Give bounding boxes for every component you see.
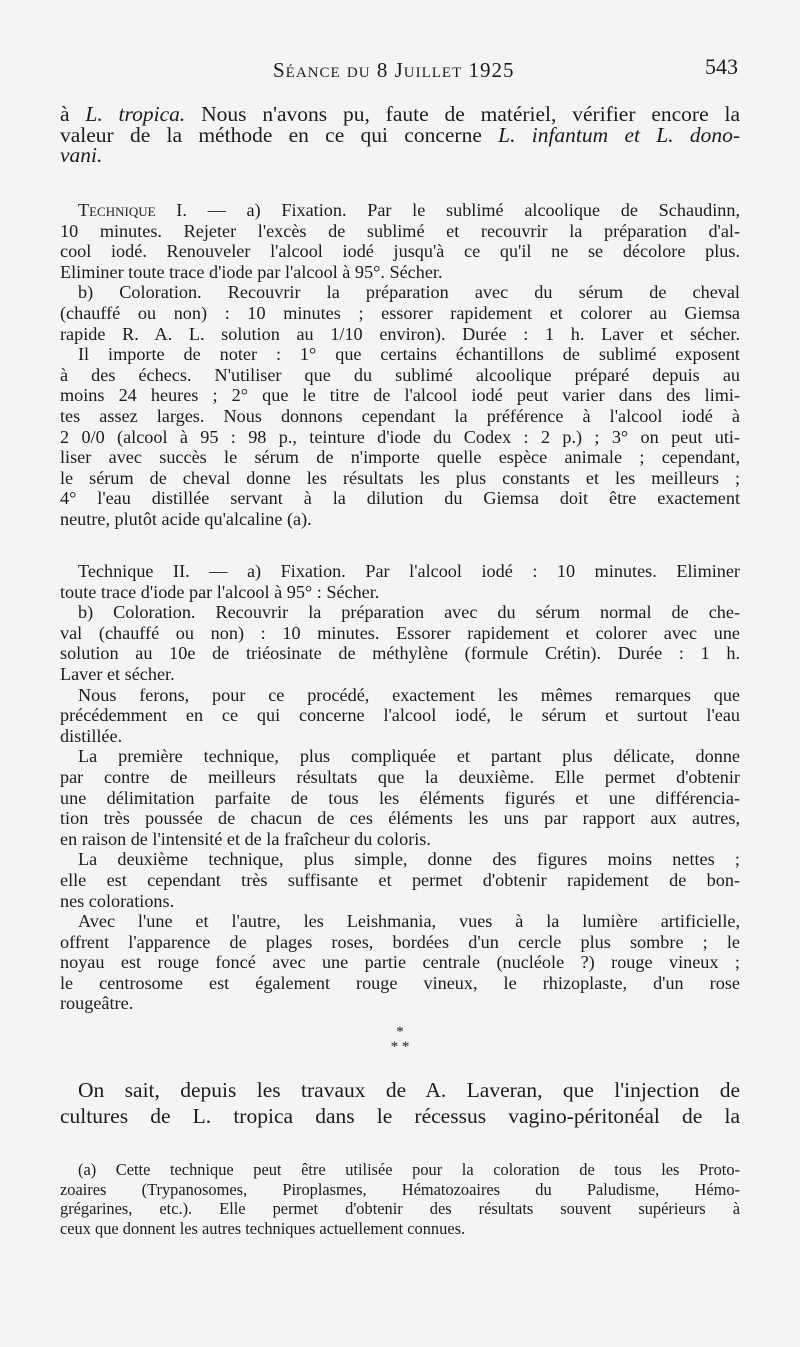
text-line: Nous ferons, pour ce procédé, exactement les mêmes remarques que	[78, 684, 740, 705]
text-line: Il importe de noter : 1° que certains échantillons de sublimé exposent	[78, 344, 740, 365]
text-line: toute trace d'iode par l'alcool à 95° : Sécher.	[60, 581, 380, 602]
text-line: Laver et sécher.	[60, 663, 175, 684]
text-line: cool iodé. Renouveler l'alcool iodé jusqu'à ce qu'il ne se décolore plus.	[60, 241, 740, 262]
text-line: b) Coloration. Recouvrir la préparation avec du sérum normal de che-	[78, 602, 740, 623]
technique-1-section	[60, 200, 740, 530]
text-line: solution au 10e de triéosinate de méthylène (formule Crétin). Durée : 1 h.	[60, 643, 740, 664]
text-line: tes assez larges. Nous donnons cependant la préférence à l'alcool iodé à	[60, 405, 740, 426]
continuation-paragraph	[60, 102, 740, 168]
text-line: rougeâtre.	[60, 993, 134, 1014]
text-line: On sait, depuis les travaux de A. Laveran, que l'injection de	[78, 1078, 740, 1102]
text-line: Technique II. — a) Fixation. Par l'alcool iodé : 10 minutes. Eliminer	[78, 561, 740, 581]
text-line: nes colorations.	[60, 890, 175, 911]
text-line: par contre de meilleurs résultats que la deuxième. Elle permet d'obtenir	[60, 766, 740, 787]
text-line: offrent l'apparence de plages roses, bordées d'un cercle plus sombre ; le	[60, 931, 740, 952]
text-line: cultures de L. tropica dans le récessus vagino-péritonéal de la	[60, 1104, 740, 1128]
text-line: La deuxième technique, plus simple, donne des figures moins nettes ;	[78, 849, 740, 870]
text-line: une délimitation parfaite de tous les éléments figurés et une différencia-	[60, 787, 740, 808]
text-line: (chauffé ou non) : 10 minutes ; essorer rapidement et colorer au Giemsa	[60, 302, 740, 323]
next-article-paragraph	[60, 1077, 740, 1129]
text-line: La première technique, plus compliquée et partant plus délicate, donne	[78, 746, 740, 767]
text-line: distillée.	[60, 725, 123, 746]
text-line: grégarines, etc.). Elle permet d'obtenir des résultats souvent supérieurs à	[60, 1199, 740, 1219]
technique-2-section	[60, 561, 740, 1014]
text-line: précédemment en ce qui concerne l'alcool iodé, le sérum et surtout l'eau	[60, 705, 740, 726]
text-line: liser avec succès le sérum de n'importe quelle espèce animale ; cependant,	[60, 447, 740, 468]
text-line: 2 0/0 (alcool à 95 : 98 p., teinture d'iode du Codex : 2 p.) ; 3° on peut uti-	[60, 426, 740, 447]
text-line: le centrosome est également rouge vineux, le rhizoplaste, d'un rose	[60, 972, 740, 993]
text-line: rapide R. A. L. solution au 1/10 environ). Durée : 1 h. Laver et sécher.	[60, 323, 740, 344]
section-asterism: * * *	[390, 1024, 410, 1055]
text-line: à des échecs. N'utiliser que du sublimé alcoolique préparé depuis au	[60, 364, 740, 385]
text-line: zoaires (Trypanosomes, Piroplasmes, Hématozoaires du Paludisme, Hémo-	[60, 1179, 740, 1199]
text-line: elle est cependant très suffisante et permet d'obtenir rapidement de bon-	[60, 869, 740, 890]
technique-1-label: Technique I.	[78, 200, 187, 220]
page-number: 543	[705, 54, 738, 79]
text-line: tion très poussée de chacun de ces éléments les uns par rapport aux autres,	[60, 808, 740, 829]
text-line: Technique I. — a) Fixation. Par le sublimé alcoolique de Schaudinn,	[78, 200, 740, 220]
text-line: le sérum de cheval donne les résultats les plus constants et les meilleurs ;	[60, 467, 740, 488]
text-line: vani.	[60, 143, 103, 168]
text-line: Avec l'une et l'autre, les Leishmania, vues à la lumière artificielle,	[78, 911, 740, 932]
text-line: moins 24 heures ; 2° que le titre de l'alcool iodé peut varier dans des limi-	[60, 385, 740, 406]
text-line: 10 minutes. Rejeter l'excès de sublimé et recouvrir la préparation d'al-	[60, 220, 740, 241]
text-line: (a) Cette technique peut être utilisée pour la coloration de tous les Proto-	[78, 1160, 740, 1179]
footnote	[60, 1160, 740, 1238]
text-line: noyau est rouge foncé avec une partie centrale (nucléole ?) rouge vineux ;	[60, 952, 740, 973]
text-line: val (chauffé ou non) : 10 minutes. Essorer rapidement et colorer avec une	[60, 622, 740, 643]
running-title: Séance du 8 Juillet 1925	[273, 58, 515, 82]
text-line: à L. tropica. Nous n'avons pu, faute de matériel, vérifier encore la	[60, 102, 740, 126]
text-line: 4° l'eau distillée servant à la dilution du Giemsa doit être exactement	[60, 488, 740, 509]
text-line: neutre, plutôt acide qu'alcaline (a).	[60, 508, 312, 529]
text-line: ceux que donnent les autres techniques actuellement connues.	[60, 1218, 466, 1238]
text-line: Eliminer toute trace d'iode par l'alcool à 95°. Sécher.	[60, 261, 443, 282]
text-line: en raison de l'intensité et de la fraîcheur du coloris.	[60, 828, 431, 849]
page-header	[0, 52, 800, 88]
text-line: valeur de la méthode en ce qui concerne L. infantum et L. dono-	[60, 122, 740, 147]
text-line: b) Coloration. Recouvrir la préparation avec du sérum de cheval	[78, 282, 740, 303]
